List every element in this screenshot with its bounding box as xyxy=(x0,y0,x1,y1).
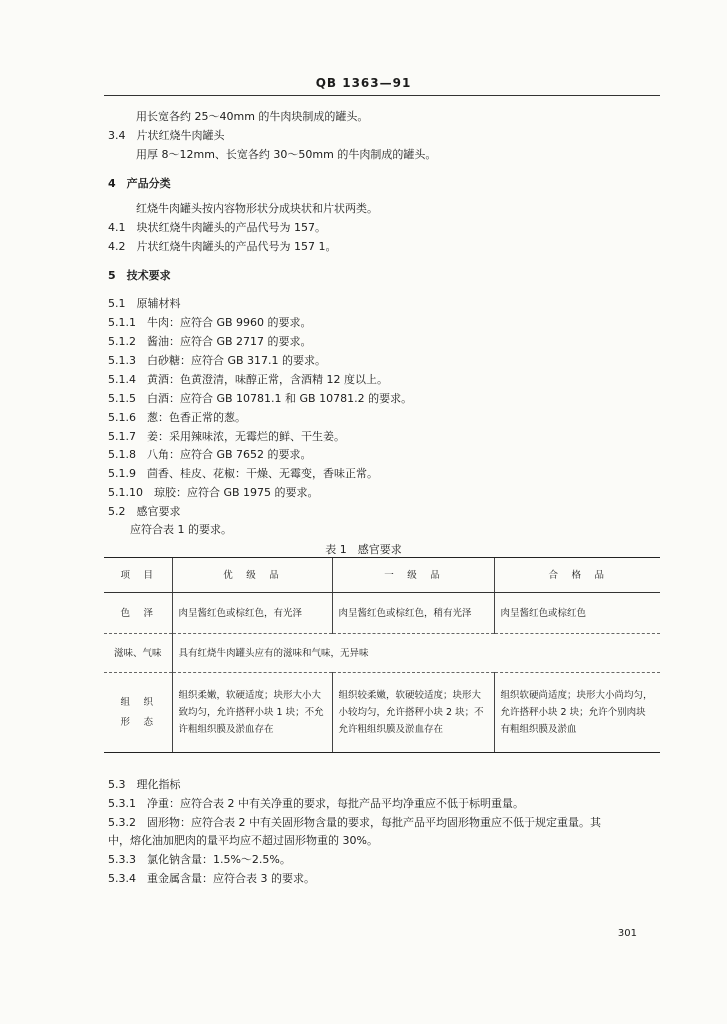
text-line: 用厚 8～12mm、长宽各约 30～50mm 的牛肉制成的罐头。 xyxy=(136,148,437,161)
page-number: 301 xyxy=(617,928,637,939)
text-line: 5.1.8 八角：应符合 GB 7652 的要求。 xyxy=(108,448,312,461)
table-header-row xyxy=(104,558,660,593)
header-rule xyxy=(104,95,660,96)
table-cell: 组织较柔嫩，软硬较适度；块形大小较均匀，允许搭秤小块 2 块；不允许粗组织膜及淤血存在 xyxy=(332,673,494,753)
table-header-cell: 合 格 品 xyxy=(494,558,660,593)
text-line: 5.1.9 茴香、桂皮、花椒：干燥、无霉变，香味正常。 xyxy=(108,467,378,480)
text-line: 5.1.3 白砂糖：应符合 GB 317.1 的要求。 xyxy=(108,354,327,367)
section-heading: 5.3 理化指标 xyxy=(108,778,181,791)
text-line: 红烧牛肉罐头按内容物形状分成块状和片状两类。 xyxy=(136,202,378,215)
table-cell: 肉呈酱红色或棕红色 xyxy=(494,593,660,634)
text-line: 中，熔化油加肥肉的量平均应不超过固形物重的 30%。 xyxy=(108,834,378,847)
section-heading: 5 技术要求 xyxy=(108,269,171,282)
table-row xyxy=(104,673,660,753)
section-heading: 5.1 原辅材料 xyxy=(108,297,181,310)
text-line: 5.1.2 酱油：应符合 GB 2717 的要求。 xyxy=(108,335,312,348)
table-caption: 表 1 感官要求 xyxy=(325,543,402,556)
table-cell: 色 泽 xyxy=(104,593,172,634)
table-cell: 肉呈酱红色或棕红色，有光泽 xyxy=(172,593,332,634)
table-cell: 具有红烧牛肉罐头应有的滋味和气味，无异味 xyxy=(172,634,660,673)
text-line: 5.3.3 氯化钠含量：1.5%～2.5%。 xyxy=(108,853,291,866)
text-line: 5.1.10 琼胶：应符合 GB 1975 的要求。 xyxy=(108,486,319,499)
section-heading: 3.4 片状红烧牛肉罐头 xyxy=(108,129,225,142)
text-line: 4.1 块状红烧牛肉罐头的产品代号为 157。 xyxy=(108,221,326,234)
text-line: 用长宽各约 25～40mm 的牛肉块制成的罐头。 xyxy=(136,110,369,123)
text-line: 5.3.2 固形物：应符合表 2 中有关固形物含量的要求，每批产品平均固形物重应不低于规定重量。其 xyxy=(108,816,601,829)
text-line: 应符合表 1 的要求。 xyxy=(130,523,232,536)
table-cell: 组织柔嫩，软硬适度；块形大小大致均匀，允许搭秤小块 1 块；不允许粗组织膜及淤血存在 xyxy=(172,673,332,753)
table-header-cell: 一 级 品 xyxy=(332,558,494,593)
section-heading: 5.2 感官要求 xyxy=(108,505,181,518)
table-header-cell: 优 级 品 xyxy=(172,558,332,593)
text-line: 5.1.1 牛肉：应符合 GB 9960 的要求。 xyxy=(108,316,312,329)
table-cell: 滋味、气味 xyxy=(104,634,172,673)
sensory-requirements-table xyxy=(104,557,660,753)
table-cell: 组 织 形 态 xyxy=(104,673,172,753)
text-line: 5.1.4 黄酒：色黄澄清，味醇正常，含酒精 12 度以上。 xyxy=(108,373,388,386)
table-row xyxy=(104,593,660,634)
text-line: 5.1.5 白酒：应符合 GB 10781.1 和 GB 10781.2 的要求。 xyxy=(108,392,413,405)
table-cell: 肉呈酱红色或棕红色，稍有光泽 xyxy=(332,593,494,634)
text-line: 4.2 片状红烧牛肉罐头的产品代号为 157 1。 xyxy=(108,240,337,253)
table-cell: 组织软硬尚适度；块形大小尚均匀，允许搭秤小块 2 块；允许个别肉块有粗组织膜及淤血 xyxy=(494,673,660,753)
text-line: 5.1.6 葱：色香正常的葱。 xyxy=(108,411,246,424)
section-heading: 4 产品分类 xyxy=(108,177,171,190)
text-line: 5.3.1 净重：应符合表 2 中有关净重的要求，每批产品平均净重应不低于标明重量。 xyxy=(108,797,524,810)
standard-header: QB 1363—91 xyxy=(315,76,412,90)
table-header-cell: 项 目 xyxy=(104,558,172,593)
text-line: 5.1.7 姜：采用辣味浓，无霉烂的鲜、干生姜。 xyxy=(108,430,345,443)
text-line: 5.3.4 重金属含量：应符合表 3 的要求。 xyxy=(108,872,315,885)
table-row xyxy=(104,634,660,673)
